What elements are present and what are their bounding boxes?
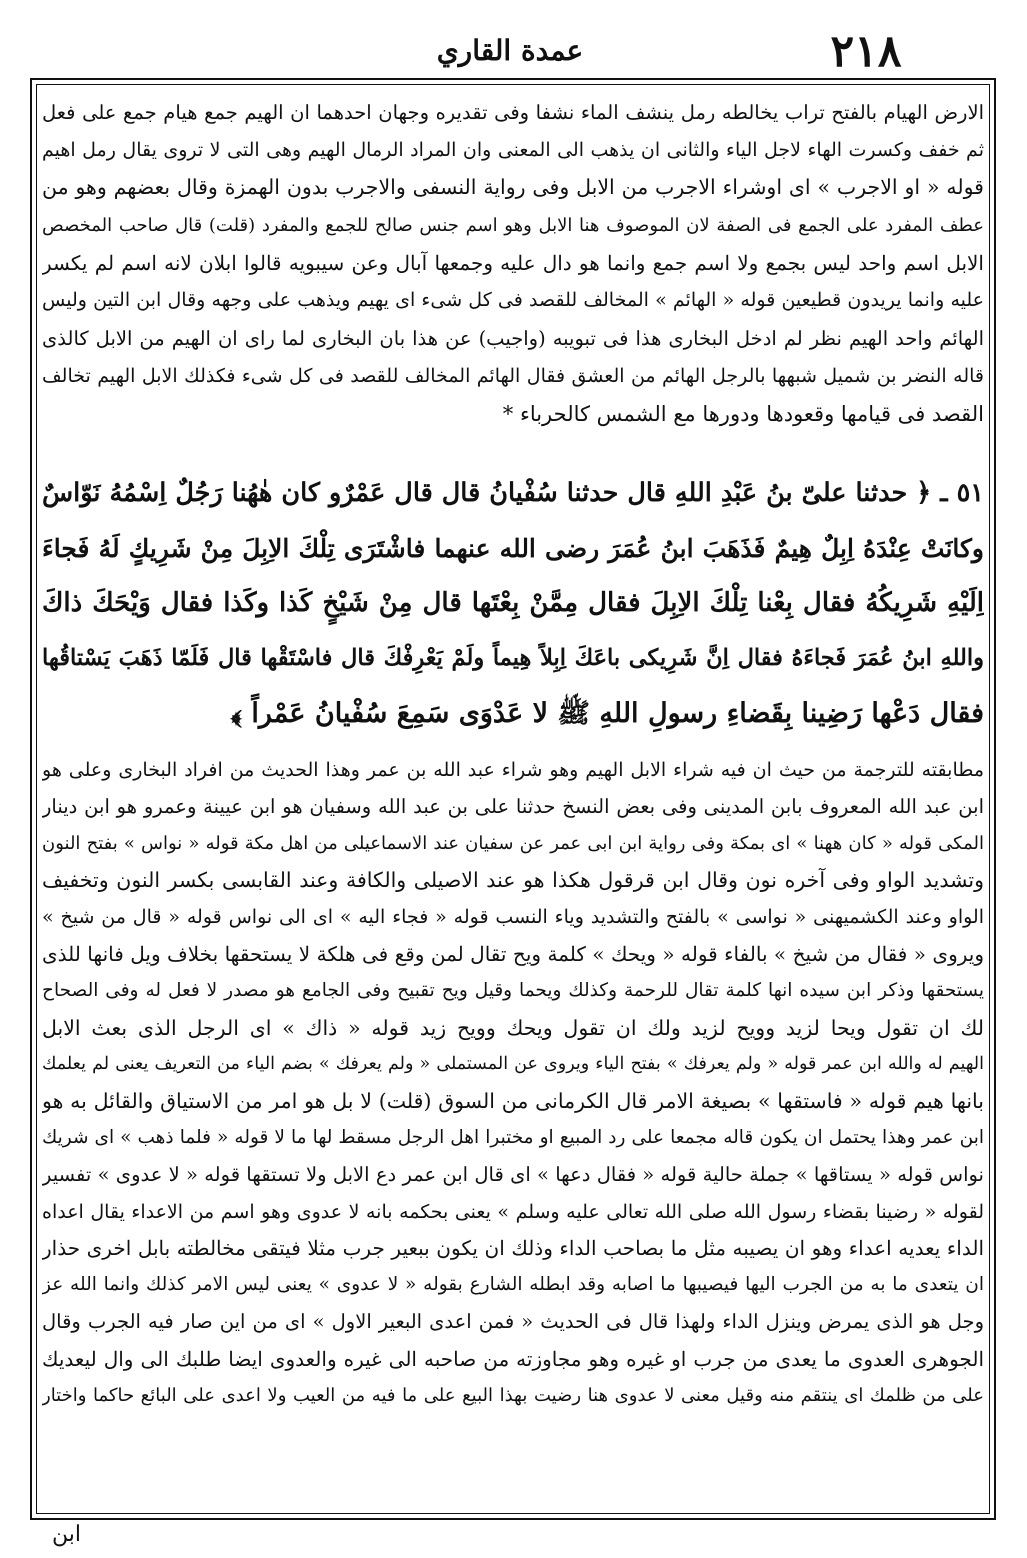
page-number: ٢١٨ [830,26,902,77]
text-line: الجوهرى العدوى ما يعدى من جرب او غيره وهو مجاوزته من صاحبه الى غيره والعدوى ايضا طلبك الى وال ليعديك [42,1346,984,1371]
text-line: الواو وعند الكشميهنى « نواسى » بالفتح والتشديد وياء النسب قوله « فجاء اليه » اى الى نواس قوله « قال من شيخ » [42,906,984,929]
text-line: ان يتعدى ما به من الجرب اليها فيصيبها ما اصابه وقد ابطله الشارع بقوله « لا عدوى » يعنى ليس الامر كذلك وانما الله عز [42,1274,984,1296]
text-line: ويروى « فقال من شيخ » بالفاء قوله « ويحك » كلمة ويح تقال لمن وقع فى هلكة لا يستحقها بخلاف ويل فانها للذى [42,941,984,966]
commentary-paragraph-1 [42,94,984,433]
hadith-line: اِلَيْهِ شَرِيكُهُ فقال بِعْنا تِلْكَ الاِبِلَ فقال مِمَّنْ بِعْتَها قال مِنْ شَيْخٍ كَذا وكَذا فقال وَيْحَكَ ذاكَ [42,588,984,618]
text-line: الهيم له والله ابن عمر قوله « ولم يعرفك » بفتح الياء ويروى عن المستملى « ولم يعرفك » بضم الياء من التعريف يعنى لم يعلمك [42,1054,984,1075]
text-line: الهائم واحد الهيم نظر لم ادخل البخارى هذا فى تبويبه (واجيب) عن هذا بان البخارى لما راى ان الهيم من الابل كالذى [42,327,984,351]
commentary-paragraph-2 [42,752,984,1414]
text-line: ابن عمر وهذا يحتمل ان يكون قاله مجمعا على رد المبيع او مختبرا اهل الرجل مسقط لها ما لا قوله « فلما ذهب » اى شريك [42,1126,984,1148]
text-line: ابن عبد الله المعروف بابن المدينى وفى بعض النسخ حدثنا على بن عبد الله وسفيان هو ابن عيينة وعمرو هو ابن دينار [42,794,984,818]
text-line: الداء يعديه اعداء وهو ان يصيبه مثل ما بصاحب الداء وذلك ان يكون ببعير جرب مثلا فيتقى مخالطته بابل اخرى حذار [42,1236,984,1261]
hadith-line: فقال دَعْها رَضِينا بِقَضاءِ رسولِ اللهِ ﷺ لا عَدْوَى سَمِعَ سُفْيانُ عَمْراً ﴾ [230,698,984,729]
text-line: ثم خفف وكسرت الهاء لاجل الياء والثانى ان يذهب الى المعنى وان المراد الرمال الهيم وهى التى لا تروى يقال رمل اهيم [42,138,984,161]
text-line: نواس قوله « يستاقها » جملة حالية قوله « فقال دعها » اى قال ابن عمر دع الابل ولا تستقها قوله « لا عدوى » تفسير [42,1162,984,1186]
text-line: القصد فى قيامها وقعودها ودورها مع الشمس كالحرباء * [502,401,984,426]
text-line: لك ان تقول ويحا لزيد وويح لزيد ولك ان تقول ويحك وويح زيد قوله « ذاك » اى الرجل الذى بعث الابل [42,1015,984,1040]
text-line: بانها هيم قوله « فاستقها » بصيغة الامر قال الكرمانى من السوق (قلت) لا بل هو امر من الاستياق والقائل به هو [42,1089,984,1114]
text-line: وتشديد الواو وفى آخره نون وقال ابن قرقول هكذا هو عند الاصيلى والكافة وعند القابسى بكسر النون وتخفيف [42,868,984,893]
text-line: الابل اسم واحد ليس بجمع ولا اسم جمع وانما هو دال عليه وجمعها آبال وعن سيبويه قالوا ابلان لانه اسم لم يكسر [42,250,984,275]
text-line: عطف المفرد على الجمع فى الصفة لان الموصوف هنا الابل وهو اسم جنس صالح للجمع والمفرد (قلت) قال صاحب المخصص [42,215,984,237]
hadith-line: وكانَتْ عِنْدَهُ اِبِلٌ هِيمٌ فَذَهَبَ ابنُ عُمَرَ رضى الله عنهما فاشْتَرَى تِلْكَ الاِبِلَ مِنْ شَرِيكٍ لَهُ فَجاءَ [42,534,984,563]
hadith-text [42,466,984,741]
running-title: عمدة القاري [436,34,584,67]
text-line: الارض الهيام بالفتح تراب يخالطه رمل ينشف الماء نشفا وفى تقديره وجهان احدهما ان الهيم جمع هيام جمع على فعل [42,101,984,124]
hadith-line: واللهِ ابنُ عُمَرَ فَجاءَهُ فقال اِنَّ شَرِيكى باعَكَ اِبِلاً هِيماً ولَمْ يَعْرِفْكَ قال فاسْتَقْها قال فَلَمّا ذَهَبَ يَسْتاقُها [42,645,984,671]
text-line: مطابقته للترجمة من حيث ان فيه شراء الابل الهيم وهو شراء عبد الله بن عمر وهذا الحديث من افراد البخارى وعلى هو [42,759,984,781]
text-line: قاله النضر بن شميل شبهها بالرجل الهائم من العشق فقال الهائم المخالف للقصد فى كل شىء فكذلك الابل الهيم تخالف [42,364,984,387]
text-line: على من ظلمك اى ينتقم منه وقيل معنى لا عدوى هنا رضيت بهذا البيع على ما فيه من العيب ولا اعدى على البائع حاكما واختار [42,1384,984,1406]
text-line: يستحقها وذكر ابن سيده انها كلمة تقال للرحمة وكذلك ويحما وقيل ويح تقبيح وفى الجامع هو مصدر لا فعل له وفى الصحاح [42,979,984,1001]
text-line: المكى قوله « كان ههنا » اى بمكة وفى رواية ابن ابى عمر عن سفيان عند الاسماعيلى من اهل مكة قوله « نواس » بفتح النون [42,832,984,854]
text-line: وجل هو الذى يمرض وينزل الداء ولهذا قال فى الحديث « فمن اعدى البعير الاول » اى من اين صار فيه الجرب وقال [42,1309,984,1333]
text-line: لقوله « رضينا بقضاء رسول الله صلى الله تعالى عليه وسلم » يعنى بحكمه بانه لا عدوى وهو اسم من الاعداء يقال اعداه [42,1200,984,1223]
text-line: قوله « او الاجرب » اى اوشراء الاجرب من الابل وفى رواية النسفى والاجرب بدون الهمزة وقال بعضهم وهو من [42,175,984,200]
text-line: عليه وانما يريدون قطيعين قوله « الهائم » المخالف للقصد فى كل شىء اى يهيم ويذهب على وجهه وقال ابن التين وليس [42,289,984,312]
hadith-line: ٥١ ـ ﴿ حدثنا علىّ بنُ عَبْدِ اللهِ قال حدثنا سُفْيانُ قال قال عَمْرٌو كان هٰهُنا رَجُلٌ اِسْمُهُ نَوّاسٌ [42,478,984,508]
catchword: ابن [52,1522,81,1547]
